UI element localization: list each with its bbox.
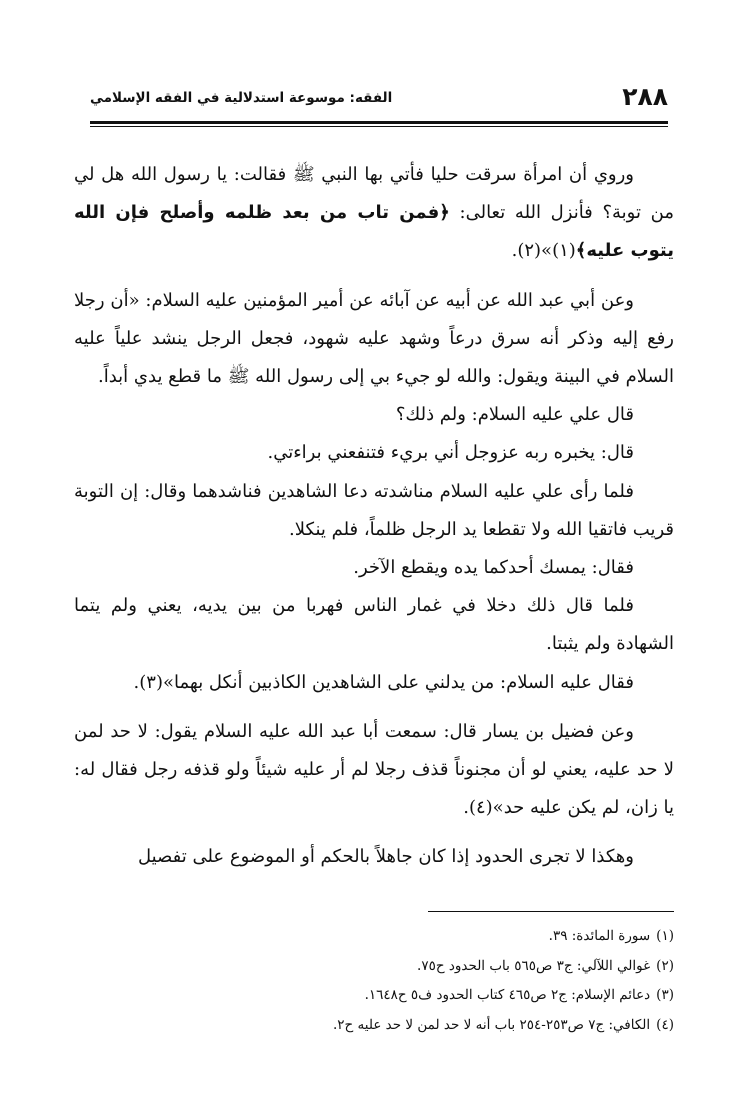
footnote-2 bbox=[74, 952, 674, 982]
main-text bbox=[74, 156, 674, 877]
page-number: ٢٨٨ bbox=[622, 82, 668, 111]
footnote-text: غوالي اللآلي: ج٣ ص٥٦٥ باب الحدود ح٧٥. bbox=[417, 957, 651, 974]
footnote-number: (١) bbox=[656, 928, 674, 944]
footnote-text: سورة المائدة: ٣٩. bbox=[548, 928, 651, 944]
footnotes bbox=[74, 922, 674, 1040]
paragraph-10: وهكذا لا تجرى الحدود إذا كان جاهلاً بالحكم أو الموضوع على تفصيل bbox=[137, 846, 634, 868]
paragraph-1-citation: (١)»(٢). bbox=[511, 240, 576, 262]
footnote-number: (٤) bbox=[656, 1016, 674, 1033]
paragraph-7: فلما قال ذلك دخلا في غمار الناس فهربا من بين يديه، يعني ولم يتما الشهادة ولم يثبتا. bbox=[74, 595, 674, 655]
footnote-number: (٢) bbox=[656, 957, 674, 974]
paragraph-5: فلما رأى علي عليه السلام مناشدته دعا الشاهدين فناشدهما وقال: إن التوبة قريب فاتقيا الله ولا تقطعا يد الرجل ظلماً، فلم ينكلا. bbox=[74, 480, 674, 540]
footnote-separator bbox=[428, 911, 674, 912]
footnote-1 bbox=[74, 922, 674, 952]
footnote-text: الكافي: ج٧ ص٢٥٣-٢٥٤ باب أنه لا حد لمن لا حد عليه ح٢. bbox=[332, 1016, 651, 1033]
paragraph-1-text: وروي أن امرأة سرقت حليا فأتي بها النبي ﷺ فقالت: يا رسول الله هل لي من توبة؟ فأنزل الله تعالى: bbox=[74, 164, 674, 224]
quran-verse: ﴿فمن تاب من بعد ظلمه وأصلح فإن الله يتوب عليه﴾ bbox=[74, 202, 674, 262]
header-rule-thick bbox=[90, 121, 668, 124]
running-title: الفقه: موسوعة استدلالية في الفقه الإسلامي bbox=[90, 90, 393, 106]
footnote-4 bbox=[74, 1011, 674, 1041]
paragraph-1 bbox=[74, 156, 674, 271]
footnote-text: دعائم الإسلام: ج٢ ص٤٦٥ كتاب الحدود ف٥ ح١٦٤٨. bbox=[364, 987, 651, 1003]
paragraph-9: وعن فضيل بن يسار قال: سمعت أبا عبد الله عليه السلام يقول: لا حد لمن لا حد عليه، يعني لو أن مجنوناً قذف رجلا لم أر عليه شيئاً ولو قذفه رجل فقال له: يا زان، لم يكن عليه حد»(٤). bbox=[74, 720, 674, 819]
footnote-number: (٣) bbox=[656, 987, 674, 1003]
paragraph-3: قال علي عليه السلام: ولم ذلك؟ bbox=[395, 404, 634, 426]
page-header bbox=[90, 78, 668, 124]
paragraph-4: قال: يخبره ربه عزوجل أني بريء فتنفعني براءتي. bbox=[267, 442, 634, 464]
footnote-3 bbox=[74, 981, 674, 1011]
header-rule-thin bbox=[90, 126, 668, 127]
paragraph-8: فقال عليه السلام: من يدلني على الشاهدين الكاذبين أنكل بهما»(٣). bbox=[133, 671, 634, 693]
paragraph-2: وعن أبي عبد الله عن أبيه عن آبائه عن أمير المؤمنين عليه السلام: «أن رجلا رفع إليه وذكر أنه سرق درعاً وشهد عليه شهود، فجعل الرجل ينشد علياً عليه السلام في البينة ويقول: والله لو جيء بي إلى رسول الله ﷺ ما قطع يدي أبداً. bbox=[74, 289, 674, 388]
paragraph-6: فقال: يمسك أحدكما يده ويقطع الآخر. bbox=[353, 557, 634, 579]
